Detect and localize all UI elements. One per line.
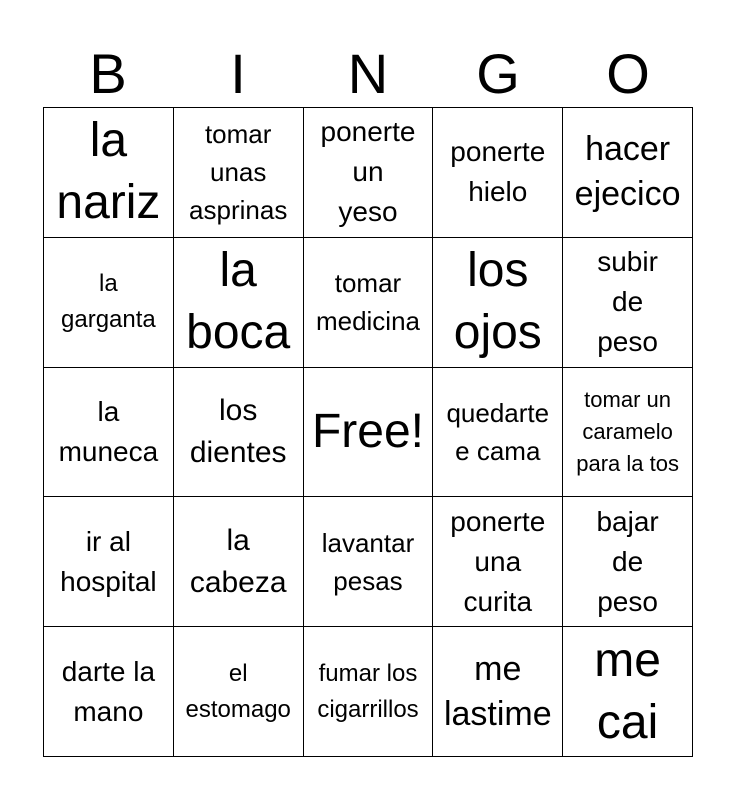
cell-text: tomar medicina <box>315 268 421 337</box>
cell-text: la boca <box>186 244 291 360</box>
cell-text: lavantar pesas <box>321 527 415 596</box>
bingo-cell[interactable] <box>174 238 304 368</box>
bingo-cell[interactable] <box>433 497 563 627</box>
bingo-grid <box>43 107 693 757</box>
cell-text: me lastime <box>443 649 552 733</box>
cell-text: la garganta <box>61 270 156 334</box>
header-letter-o: O <box>606 42 650 105</box>
bingo-cell[interactable] <box>44 368 174 498</box>
cell-text: fumar los cigarrillos <box>317 659 419 723</box>
header-letter-g: G <box>476 42 520 105</box>
cell-text: ponerte hielo <box>450 136 546 208</box>
cell-text: la nariz <box>56 114 161 230</box>
bingo-cell[interactable] <box>563 368 693 498</box>
free-cell[interactable] <box>304 368 434 498</box>
cell-text: ponerte una curita <box>450 505 546 617</box>
cell-text: tomar unas asprinas <box>189 119 288 226</box>
cell-text: los dientes <box>189 393 287 469</box>
header-letter-i: I <box>230 42 246 105</box>
bingo-cell[interactable] <box>563 497 693 627</box>
cell-text: darte la mano <box>61 655 156 727</box>
cell-text: los ojos <box>453 244 542 360</box>
cell-text: ponerte un yeso <box>320 116 416 228</box>
cell-text: el estomago <box>185 659 291 723</box>
cell-text: me cai <box>594 633 661 749</box>
bingo-cell[interactable] <box>563 108 693 238</box>
bingo-cell[interactable] <box>174 108 304 238</box>
cell-text: la muneca <box>58 395 159 467</box>
bingo-cell[interactable] <box>563 627 693 757</box>
cell-text: subir de peso <box>597 246 658 358</box>
bingo-cell[interactable] <box>433 627 563 757</box>
bingo-cell[interactable] <box>44 627 174 757</box>
bingo-cell[interactable] <box>304 238 434 368</box>
bingo-cell[interactable] <box>433 368 563 498</box>
cell-text: tomar un caramelo para la tos <box>576 386 679 476</box>
bingo-cell[interactable] <box>44 497 174 627</box>
bingo-cell[interactable] <box>174 627 304 757</box>
bingo-cell[interactable] <box>433 108 563 238</box>
cell-text: quedarte e cama <box>446 397 550 466</box>
bingo-cell[interactable] <box>304 108 434 238</box>
cell-text: la cabeza <box>189 523 287 599</box>
bingo-cell[interactable] <box>174 497 304 627</box>
cell-text: hacer ejecico <box>574 130 681 214</box>
cell-text: bajar de peso <box>596 505 659 617</box>
bingo-cell[interactable] <box>44 108 174 238</box>
header-letter-n: N <box>347 42 389 105</box>
bingo-cell[interactable] <box>44 238 174 368</box>
header-letter-b: B <box>89 42 127 105</box>
bingo-header <box>43 40 693 108</box>
free-text: Free! <box>311 404 424 458</box>
bingo-cell[interactable] <box>174 368 304 498</box>
bingo-cell[interactable] <box>304 497 434 627</box>
bingo-cell[interactable] <box>304 627 434 757</box>
bingo-cell[interactable] <box>563 238 693 368</box>
cell-text: ir al hospital <box>60 525 157 597</box>
bingo-cell[interactable] <box>433 238 563 368</box>
